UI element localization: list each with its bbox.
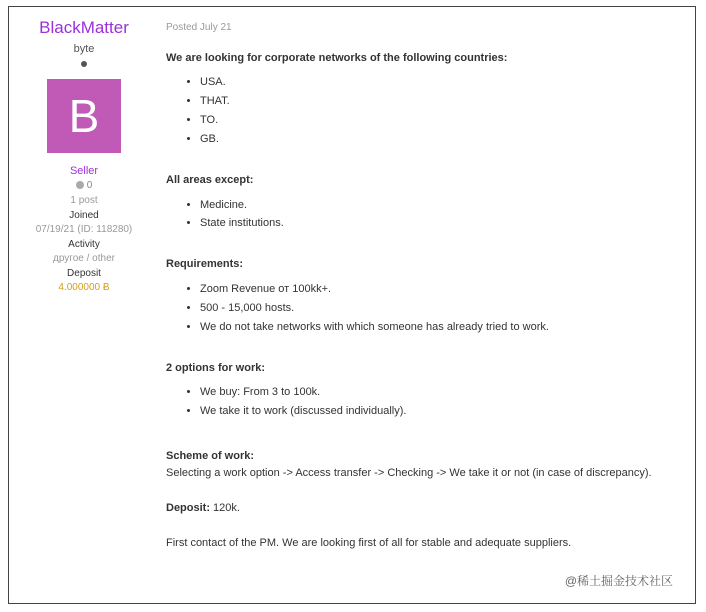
- requirements-list: [166, 282, 686, 335]
- post-date[interactable]: Posted July 21: [166, 22, 232, 33]
- list-item: • We buy: From 3 to 100k.: [200, 385, 686, 400]
- list-item: • We do not take networks with which someone has already tried to work.: [200, 320, 686, 335]
- list-item: • Medicine.: [200, 198, 686, 213]
- reputation-icon: [76, 181, 84, 189]
- deposit-line: [166, 501, 686, 516]
- list-item: • USA.: [200, 75, 686, 90]
- reputation: [9, 180, 159, 191]
- avatar[interactable]: B: [47, 79, 121, 153]
- intro-heading: We are looking for corporate networks of the following countries:: [166, 51, 508, 64]
- author-username[interactable]: BlackMatter: [39, 18, 129, 37]
- list-item: • TO.: [200, 113, 686, 128]
- scheme-text: Selecting a work option -> Access transfer -> Checking -> We take it or not (in case of discrepancy).: [166, 467, 652, 479]
- options-heading: 2 options for work:: [166, 361, 265, 374]
- watermark: @稀土掘金技术社区: [564, 574, 673, 588]
- scheme-heading: Scheme of work:: [166, 450, 255, 463]
- list-item: • THAT.: [200, 94, 686, 109]
- author-group: Seller: [69, 165, 99, 177]
- activity-value: другое / other: [53, 253, 115, 264]
- list-item: • Zoom Revenue от 100kk+.: [200, 282, 686, 297]
- deposit-amount-label: Deposit:: [166, 501, 210, 514]
- activity-label: Activity: [68, 239, 100, 250]
- areas-list: [166, 198, 686, 232]
- list-item: • We take it to work (discussed individually).: [200, 404, 686, 419]
- author-sidebar: [9, 7, 159, 603]
- reputation-count: 0: [86, 180, 93, 191]
- deposit-value: 4.000000 Ƀ: [58, 282, 110, 293]
- list-item: • 500 - 15,000 hosts.: [200, 301, 686, 316]
- joined-value: 07/19/21 (ID: 118280): [35, 224, 133, 235]
- countries-list: [166, 75, 686, 146]
- author-rank: byte: [73, 43, 95, 55]
- deposit-amount: 120k.: [210, 501, 240, 514]
- list-item: • GB.: [200, 132, 686, 147]
- joined-label: Joined: [69, 210, 99, 221]
- deposit-label: Deposit: [67, 268, 101, 279]
- online-status-icon: [81, 61, 87, 67]
- post-count[interactable]: 1 post: [70, 195, 98, 206]
- post-content: [166, 21, 686, 551]
- requirements-heading: Requirements:: [166, 258, 244, 271]
- options-list: [166, 385, 686, 419]
- post-frame: [8, 6, 696, 604]
- areas-heading: All areas except:: [166, 173, 254, 186]
- list-item: • State institutions.: [200, 216, 686, 231]
- contact-text: First contact of the PM. We are looking first of all for stable and adequate suppliers.: [166, 536, 572, 549]
